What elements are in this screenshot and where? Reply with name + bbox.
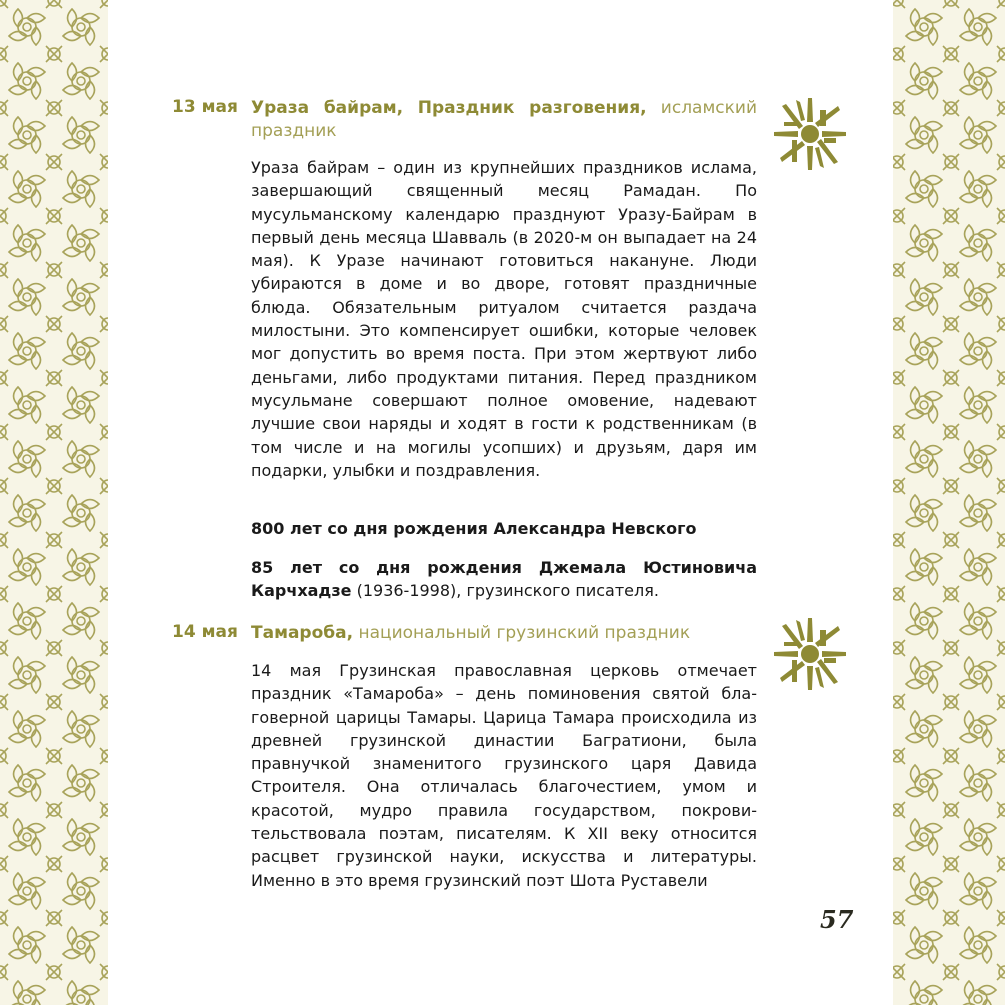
- entry-date: 14 мая: [172, 622, 238, 642]
- anniversary-block: [251, 556, 757, 603]
- sun-burst-icon: [772, 96, 848, 172]
- anniversary-line: 800 лет со дня рождения Александра Невского: [251, 519, 697, 538]
- anniversary-first-line: 85 лет со дня рождения Джемала Юстиновича: [251, 558, 757, 577]
- entry-subtitle-part: исламский: [660, 98, 758, 118]
- page-number: 57: [820, 905, 854, 934]
- anniversary-second-line: [251, 579, 757, 602]
- ornament-pattern-right: [893, 0, 1005, 1005]
- entry-heading: [251, 622, 757, 645]
- entry-title: Ураза байрам, Праздник разговения,: [251, 98, 647, 118]
- entry-heading: [251, 97, 757, 143]
- anniversary-detail: (1936-1998), грузинского писателя.: [351, 581, 659, 601]
- anniversary-name: Карчхадзе: [251, 581, 352, 601]
- sun-burst-icon: [772, 616, 848, 692]
- entry-paragraph: 14 мая Грузинская православная церковь отмечает праздник «Тамароба» – день поминовения святой благоверной царицы Тамары. Царица Тамара происходила из древней грузинской династии Багратиони, была правнучкой знаменитого грузинского царя Давида Строителя. Она отличалась благочестием, умом и красотой, мудро правила государством, покровительствовала поэтам, писателям. К XII веку относится расцвет грузинской науки, искусства и литературы. Именно в это время грузинский поэт Шота Руставели: [251, 661, 757, 890]
- ornament-pattern-left: [0, 0, 108, 1005]
- entry-subtitle: национальный грузинский праздник: [358, 623, 691, 643]
- entry-date: 13 мая: [172, 97, 238, 117]
- right-ornament-border: [893, 0, 1005, 1005]
- entry-heading-line: [251, 97, 757, 120]
- entry-paragraph: Ураза байрам – один из крупнейших праздников ислама, завершающий священный месяц Рамадан. По мусульманскому календарю празднуют Уразу-Байрам в первый день месяца Шавваль (в 2020-м он выпадает на 24 мая). К Уразе начинают готовиться накануне. Люди убираются в доме и во дворе, готовят праздничные блюда. Обязательным ритуалом считается раздача милостыни. Это компенсирует ошибки, которые человек мог допустить во время поста. При этом жертвуют либо деньгами, либо продуктами питания. Перед праздником мусульмане совершают полное омовение, надевают лучшие свои наряды и ходят в гости к родственникам (в том числе и на могилы усопших) и друзьям, даря им подарки, улыбки и поздравления.: [251, 158, 757, 480]
- left-ornament-border: [0, 0, 108, 1005]
- entry-subtitle-part: праздник: [251, 121, 337, 141]
- entry-title: Тамароба,: [251, 623, 354, 643]
